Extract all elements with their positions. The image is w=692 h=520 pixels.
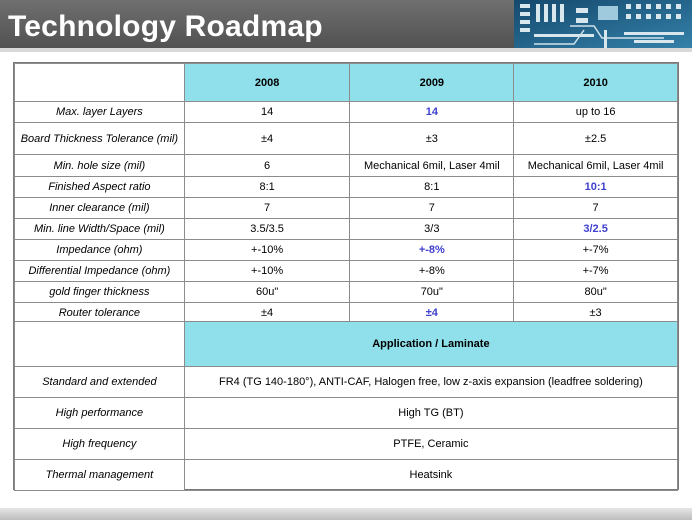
table-row [15,261,678,282]
footer-bar [0,508,692,520]
application-header-row [15,322,678,367]
title-divider [0,48,692,52]
corner-cell [15,322,185,367]
table-row [15,460,678,491]
row-label: Standard and extended [15,367,185,398]
cell-2008: ±4 [184,303,350,324]
row-label: Router tolerance [15,303,185,324]
application-table [14,321,678,491]
cell-2010: +-7% [514,240,678,261]
table-row [15,240,678,261]
cell-2008: 7 [184,198,350,219]
cell-2008: ±4 [184,123,350,155]
row-label: High frequency [15,429,185,460]
cell-2008: 14 [184,102,350,123]
cell-2008: 6 [184,155,350,177]
cell-2010: 80u" [514,282,678,303]
row-label: Impedance (ohm) [15,240,185,261]
cell-2010: 7 [514,198,678,219]
cell-2008: 60u" [184,282,350,303]
table-row [15,367,678,398]
cell-2009: 14 [350,102,514,123]
cell-2010: +-7% [514,261,678,282]
cell-2009: ±4 [350,303,514,324]
row-label: Max. layer Layers [15,102,185,123]
application-value: PTFE, Ceramic [184,429,677,460]
cell-2010: 10:1 [514,177,678,198]
year-header-2009: 2009 [350,64,514,102]
cell-2009: ±3 [350,123,514,155]
cell-2009: 7 [350,198,514,219]
cell-2010: ±2.5 [514,123,678,155]
row-label: Thermal management [15,460,185,491]
table-row [15,429,678,460]
title-bar [0,0,692,52]
application-value: FR4 (TG 140-180°), ANTI-CAF, Halogen free, low z-axis expansion (leadfree soldering) [184,367,677,398]
cell-2008: 8:1 [184,177,350,198]
table-row [15,177,678,198]
cell-2010: 3/2.5 [514,219,678,240]
roadmap-table [14,63,678,324]
row-label: gold finger thickness [15,282,185,303]
application-value: Heatsink [184,460,677,491]
table-row [15,219,678,240]
table-row [15,198,678,219]
cell-2008: 3.5/3.5 [184,219,350,240]
application-value: High TG (BT) [184,398,677,429]
row-label: Board Thickness Tolerance (mil) [15,123,185,155]
cell-2009: Mechanical 6mil, Laser 4mil [350,155,514,177]
year-header-row [15,64,678,102]
table-row [15,155,678,177]
page-title: Technology Roadmap [8,10,323,43]
cell-2008: +-10% [184,240,350,261]
row-label: Min. line Width/Space (mil) [15,219,185,240]
table-row [15,102,678,123]
row-label: Inner clearance (mil) [15,198,185,219]
cell-2009: 8:1 [350,177,514,198]
table-row [15,282,678,303]
year-header-2010: 2010 [514,64,678,102]
table-row [15,398,678,429]
cell-2010: ±3 [514,303,678,324]
circuit-board-image [514,0,692,48]
cell-2009: +-8% [350,240,514,261]
cell-2008: +-10% [184,261,350,282]
row-label: Min. hole size (mil) [15,155,185,177]
cell-2010: Mechanical 6mil, Laser 4mil [514,155,678,177]
corner-cell [15,64,185,102]
cell-2009: +-8% [350,261,514,282]
row-label: Differential Impedance (ohm) [15,261,185,282]
application-header: Application / Laminate [184,322,677,367]
row-label: Finished Aspect ratio [15,177,185,198]
year-header-2008: 2008 [184,64,350,102]
row-label: High performance [15,398,185,429]
table-row [15,123,678,155]
cell-2009: 3/3 [350,219,514,240]
cell-2010: up to 16 [514,102,678,123]
cell-2009: 70u" [350,282,514,303]
